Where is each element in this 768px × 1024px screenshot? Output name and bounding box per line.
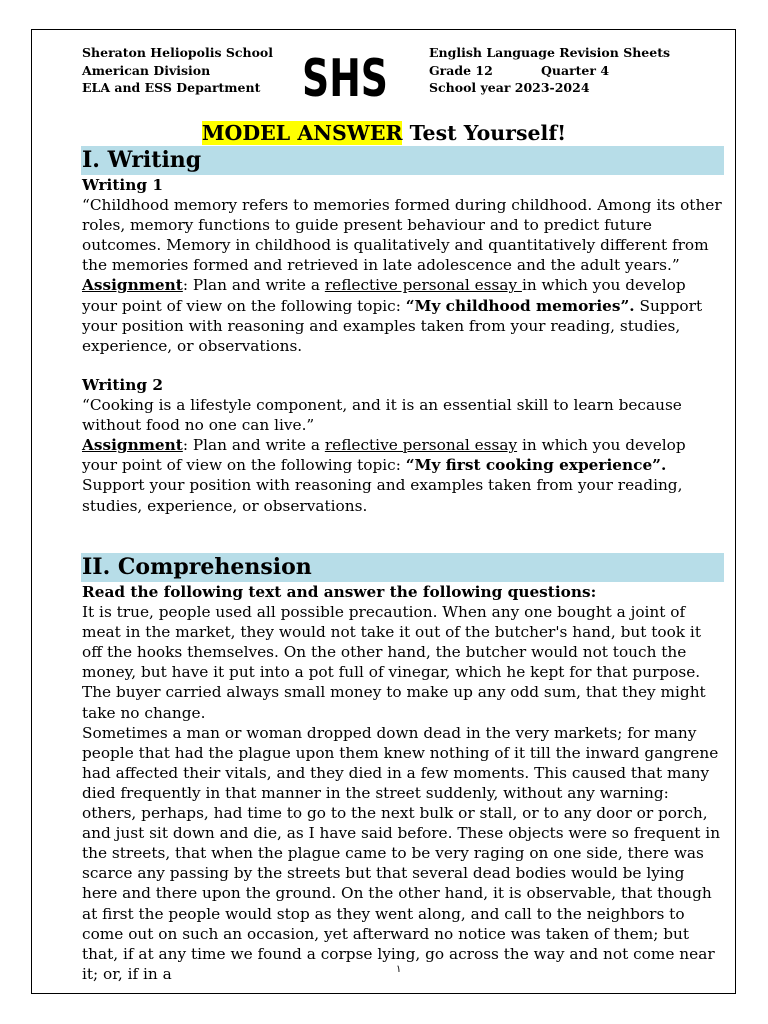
essay-topic: “My childhood memories”. (405, 296, 635, 315)
school-name: Sheraton Heliopolis School (82, 45, 274, 60)
writing-2-label: Writing 2 (82, 376, 164, 394)
essay-type: reflective personal essay (324, 436, 518, 455)
header-left (82, 44, 273, 97)
writing-1-assignment (82, 275, 722, 355)
writing-1-quote: “Childhood memory refers to memories formed during childhood. Among its other roles, memory functions to guide present behaviour and to predict future outcomes. Memory in childhood is qualitatively and quantitatively different from the memories formed and retrieved in late adolescence and the adult years.” (82, 196, 722, 275)
comprehension-instruction: Read the following text and answer the following questions: (82, 583, 597, 601)
assignment-text: Support your position with reasoning and examples taken from your reading, studies, experience, or observations. (82, 296, 703, 355)
passage-paragraph: It is true, people used all possible precaution. When any one bought a joint of meat in the market, they would not take it out of the butcher's hand, but took it off the hooks themselves. On the other hand, the butcher would not touch the money, but have it put into a pot full of vinegar, which he kept for that purpose. The buyer carried always small money to make up any odd sum, that they might take no change. (82, 603, 706, 722)
writing-2-block (82, 375, 722, 516)
assignment-text: : Plan and write a (182, 276, 325, 295)
page-title (0, 120, 768, 146)
passage-paragraph: Sometimes a man or woman dropped down dead in the very markets; for many people that had the plague upon them knew nothing of it till the inward gangrene had affected their vitals, and they died in a few moments. This caused that many died frequently in that manner in the street suddenly, without any warning: others, perhaps, had time to go to the next bulk or stall, or to any door or porch, and just sit down and die, as I have said before. These objects were so frequent in the streets, that when the plague came to be very raging on one side, there was scarce any passing by the streets but that several dead bodies would be lying here and there upon the ground. On the other hand, it is observable, that though at first the people would stop as they went along, and call to the neighbors to come out on such an occasion, yet afterward no notice was taken of them; but that, if at any time we found a corpse lying, go across the way and not come near it; or, if in a (82, 723, 721, 983)
assignment-label: Assignment (82, 436, 183, 455)
sheet-title: English Language Revision Sheets (429, 45, 671, 60)
assignment-label: Assignment (82, 276, 183, 295)
division-name: American Division (82, 62, 211, 78)
quarter-label: Quarter 4 (541, 62, 610, 78)
writing-1-label: Writing 1 (82, 176, 164, 194)
page-header (82, 44, 722, 109)
assignment-text: Support your position with reasoning and examples taken from your reading, studies, experience, or observations. (82, 476, 683, 515)
writing-2-quote: “Cooking is a lifestyle component, and it is an essential skill to learn because without food no one can live.” (82, 396, 682, 435)
school-year: School year 2023-2024 (429, 80, 590, 95)
assignment-text: in which you develop your point of view on the following topic: (82, 276, 686, 315)
comprehension-heading: II. Comprehension (81, 553, 724, 582)
shs-logo (300, 46, 390, 109)
assignment-text: : Plan and write a (182, 436, 325, 455)
essay-type: reflective personal essay (324, 276, 522, 295)
shs-logo-text: SHS (302, 49, 388, 109)
assignment-text: in which you develop your point of view on the following topic: (82, 436, 686, 475)
essay-topic: “My first cooking experience”. (405, 456, 667, 475)
department-name: ELA and ESS Department (82, 80, 261, 95)
grade-label: Grade 12 (429, 62, 493, 78)
comprehension-block (82, 582, 722, 984)
title-rest: Test Yourself! (402, 121, 567, 145)
title-highlight: MODEL ANSWER (201, 121, 403, 145)
writing-1-block (82, 175, 722, 356)
header-right (429, 44, 670, 97)
writing-heading: I. Writing (81, 146, 724, 175)
page-number: ١ (396, 964, 402, 975)
writing-2-assignment (82, 435, 722, 515)
